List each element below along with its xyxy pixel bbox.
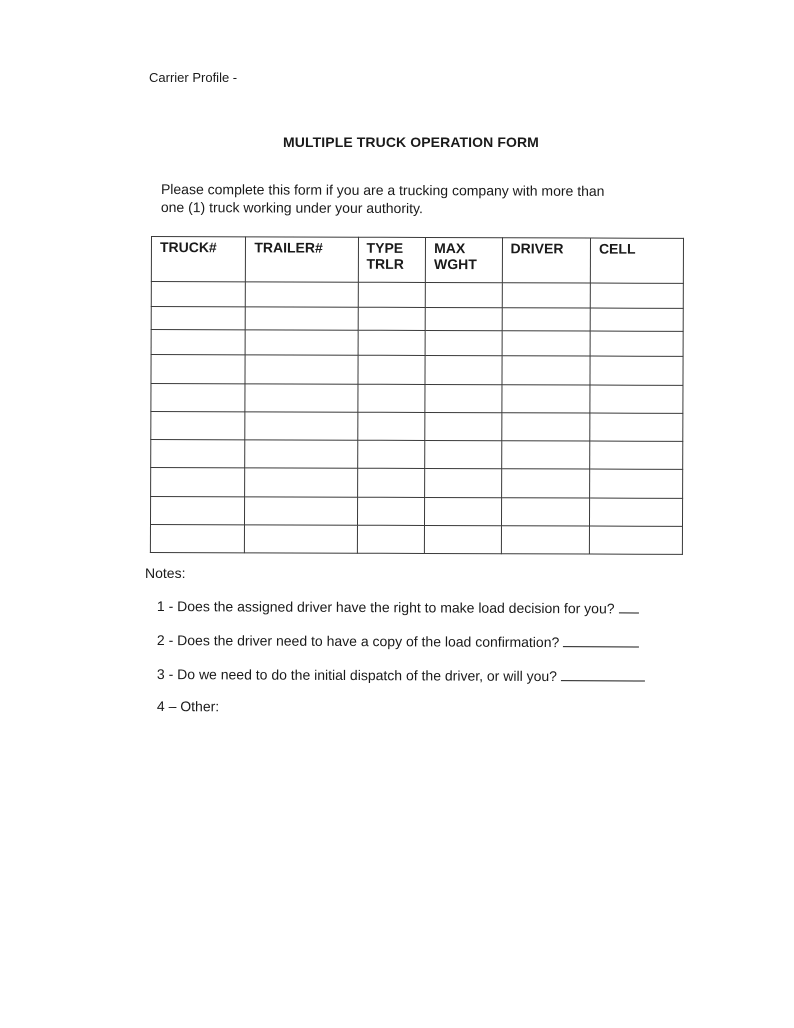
table-row	[151, 307, 683, 332]
table-cell[interactable]	[245, 412, 357, 440]
table-cell[interactable]	[357, 384, 425, 412]
table-cell[interactable]	[246, 282, 358, 307]
table-cell[interactable]	[425, 497, 502, 525]
table-cell[interactable]	[246, 307, 358, 330]
column-header-trailer: TRAILER#	[246, 237, 358, 282]
table-cell[interactable]	[151, 355, 245, 384]
table-cell[interactable]	[501, 385, 590, 413]
table-cell[interactable]	[245, 525, 357, 553]
table-cell[interactable]	[502, 283, 590, 308]
table-cell[interactable]	[245, 384, 357, 412]
table-cell[interactable]	[425, 355, 502, 384]
table-body	[150, 282, 683, 555]
form-instructions	[161, 180, 661, 218]
note-item-2	[157, 632, 639, 651]
column-header-max-weight: MAX WGHT	[425, 237, 502, 282]
table-cell[interactable]	[151, 307, 245, 330]
table-cell[interactable]	[425, 468, 502, 497]
table-cell[interactable]	[589, 526, 682, 554]
column-header-cell: CELL	[590, 238, 683, 283]
table-cell[interactable]	[245, 330, 357, 355]
table-cell[interactable]	[590, 413, 683, 441]
table-cell[interactable]	[501, 526, 590, 554]
table-cell[interactable]	[501, 498, 590, 526]
table-cell[interactable]	[590, 308, 683, 331]
table-cell[interactable]	[502, 331, 590, 356]
table-cell[interactable]	[589, 498, 682, 526]
table-row	[151, 384, 683, 414]
table-cell[interactable]	[357, 497, 425, 525]
table-cell[interactable]	[357, 440, 425, 468]
instructions-line-2: one (1) truck working under your authority.	[160, 198, 423, 217]
table-cell[interactable]	[245, 440, 357, 468]
table-cell[interactable]	[150, 497, 244, 525]
note-2-text: 2 - Does the driver need to have a copy of the load confirmation?	[156, 632, 560, 651]
note-item-3	[157, 666, 645, 685]
table-cell[interactable]	[501, 413, 590, 441]
table-cell[interactable]	[151, 282, 245, 307]
table-cell[interactable]	[357, 412, 425, 440]
note-3-text: 3 - Do we need to do the initial dispatch of the driver, or will you?	[156, 666, 557, 685]
table-cell[interactable]	[501, 469, 590, 498]
table-row	[151, 468, 683, 499]
table-cell[interactable]	[151, 440, 245, 468]
column-header-driver: DRIVER	[502, 238, 591, 283]
table-row	[150, 497, 682, 527]
table-cell[interactable]	[425, 525, 502, 553]
table-cell[interactable]	[358, 355, 426, 384]
table-row	[151, 330, 683, 357]
note-4-text: 4 – Other:	[156, 698, 220, 715]
truck-operation-table	[150, 236, 684, 555]
table-cell[interactable]	[150, 525, 244, 553]
table-cell[interactable]	[151, 384, 245, 412]
instructions-line-1: Please complete this form if you are a trucking company with more than	[160, 180, 605, 199]
table-cell[interactable]	[151, 468, 245, 497]
column-header-truck: TRUCK#	[151, 237, 246, 282]
table-cell[interactable]	[425, 440, 502, 468]
table-cell[interactable]	[590, 331, 683, 356]
table-row	[150, 525, 682, 555]
table-cell[interactable]	[425, 307, 502, 330]
form-title: MULTIPLE TRUCK OPERATION FORM	[283, 134, 539, 150]
table-cell[interactable]	[502, 356, 591, 385]
table-row	[151, 412, 683, 442]
table-cell[interactable]	[358, 282, 426, 307]
table-cell[interactable]	[245, 355, 357, 384]
notes-label: Notes:	[145, 565, 186, 581]
table-row	[151, 440, 683, 470]
table-cell[interactable]	[358, 307, 426, 330]
table-cell[interactable]	[358, 330, 426, 355]
answer-blank-1[interactable]	[619, 600, 639, 613]
carrier-profile-header: Carrier Profile -	[149, 70, 238, 85]
table-cell[interactable]	[590, 283, 683, 308]
table-cell[interactable]	[425, 282, 502, 307]
table-cell[interactable]	[425, 384, 502, 412]
answer-blank-2[interactable]	[563, 634, 639, 647]
table-cell[interactable]	[425, 412, 502, 440]
table-cell[interactable]	[502, 308, 590, 331]
answer-blank-3[interactable]	[561, 668, 645, 681]
column-header-type-trailer: TYPE TRLR	[358, 237, 426, 282]
table-cell[interactable]	[357, 525, 425, 553]
table-cell[interactable]	[501, 441, 590, 469]
table-cell[interactable]	[357, 468, 425, 497]
note-item-1	[157, 598, 639, 617]
table-cell[interactable]	[245, 468, 357, 497]
table-row	[151, 282, 683, 309]
table-cell[interactable]	[590, 469, 683, 498]
note-1-text: 1 - Does the assigned driver have the right to make load decision for you?	[156, 598, 615, 617]
table-header-row	[151, 237, 683, 284]
table-cell[interactable]	[425, 330, 502, 355]
table-row	[151, 355, 683, 386]
table-cell[interactable]	[151, 412, 245, 440]
table-cell[interactable]	[590, 385, 683, 413]
table-cell[interactable]	[590, 356, 683, 385]
table-cell[interactable]	[151, 330, 245, 355]
note-item-4	[157, 698, 219, 714]
table-cell[interactable]	[590, 441, 683, 469]
table-cell[interactable]	[245, 497, 357, 525]
